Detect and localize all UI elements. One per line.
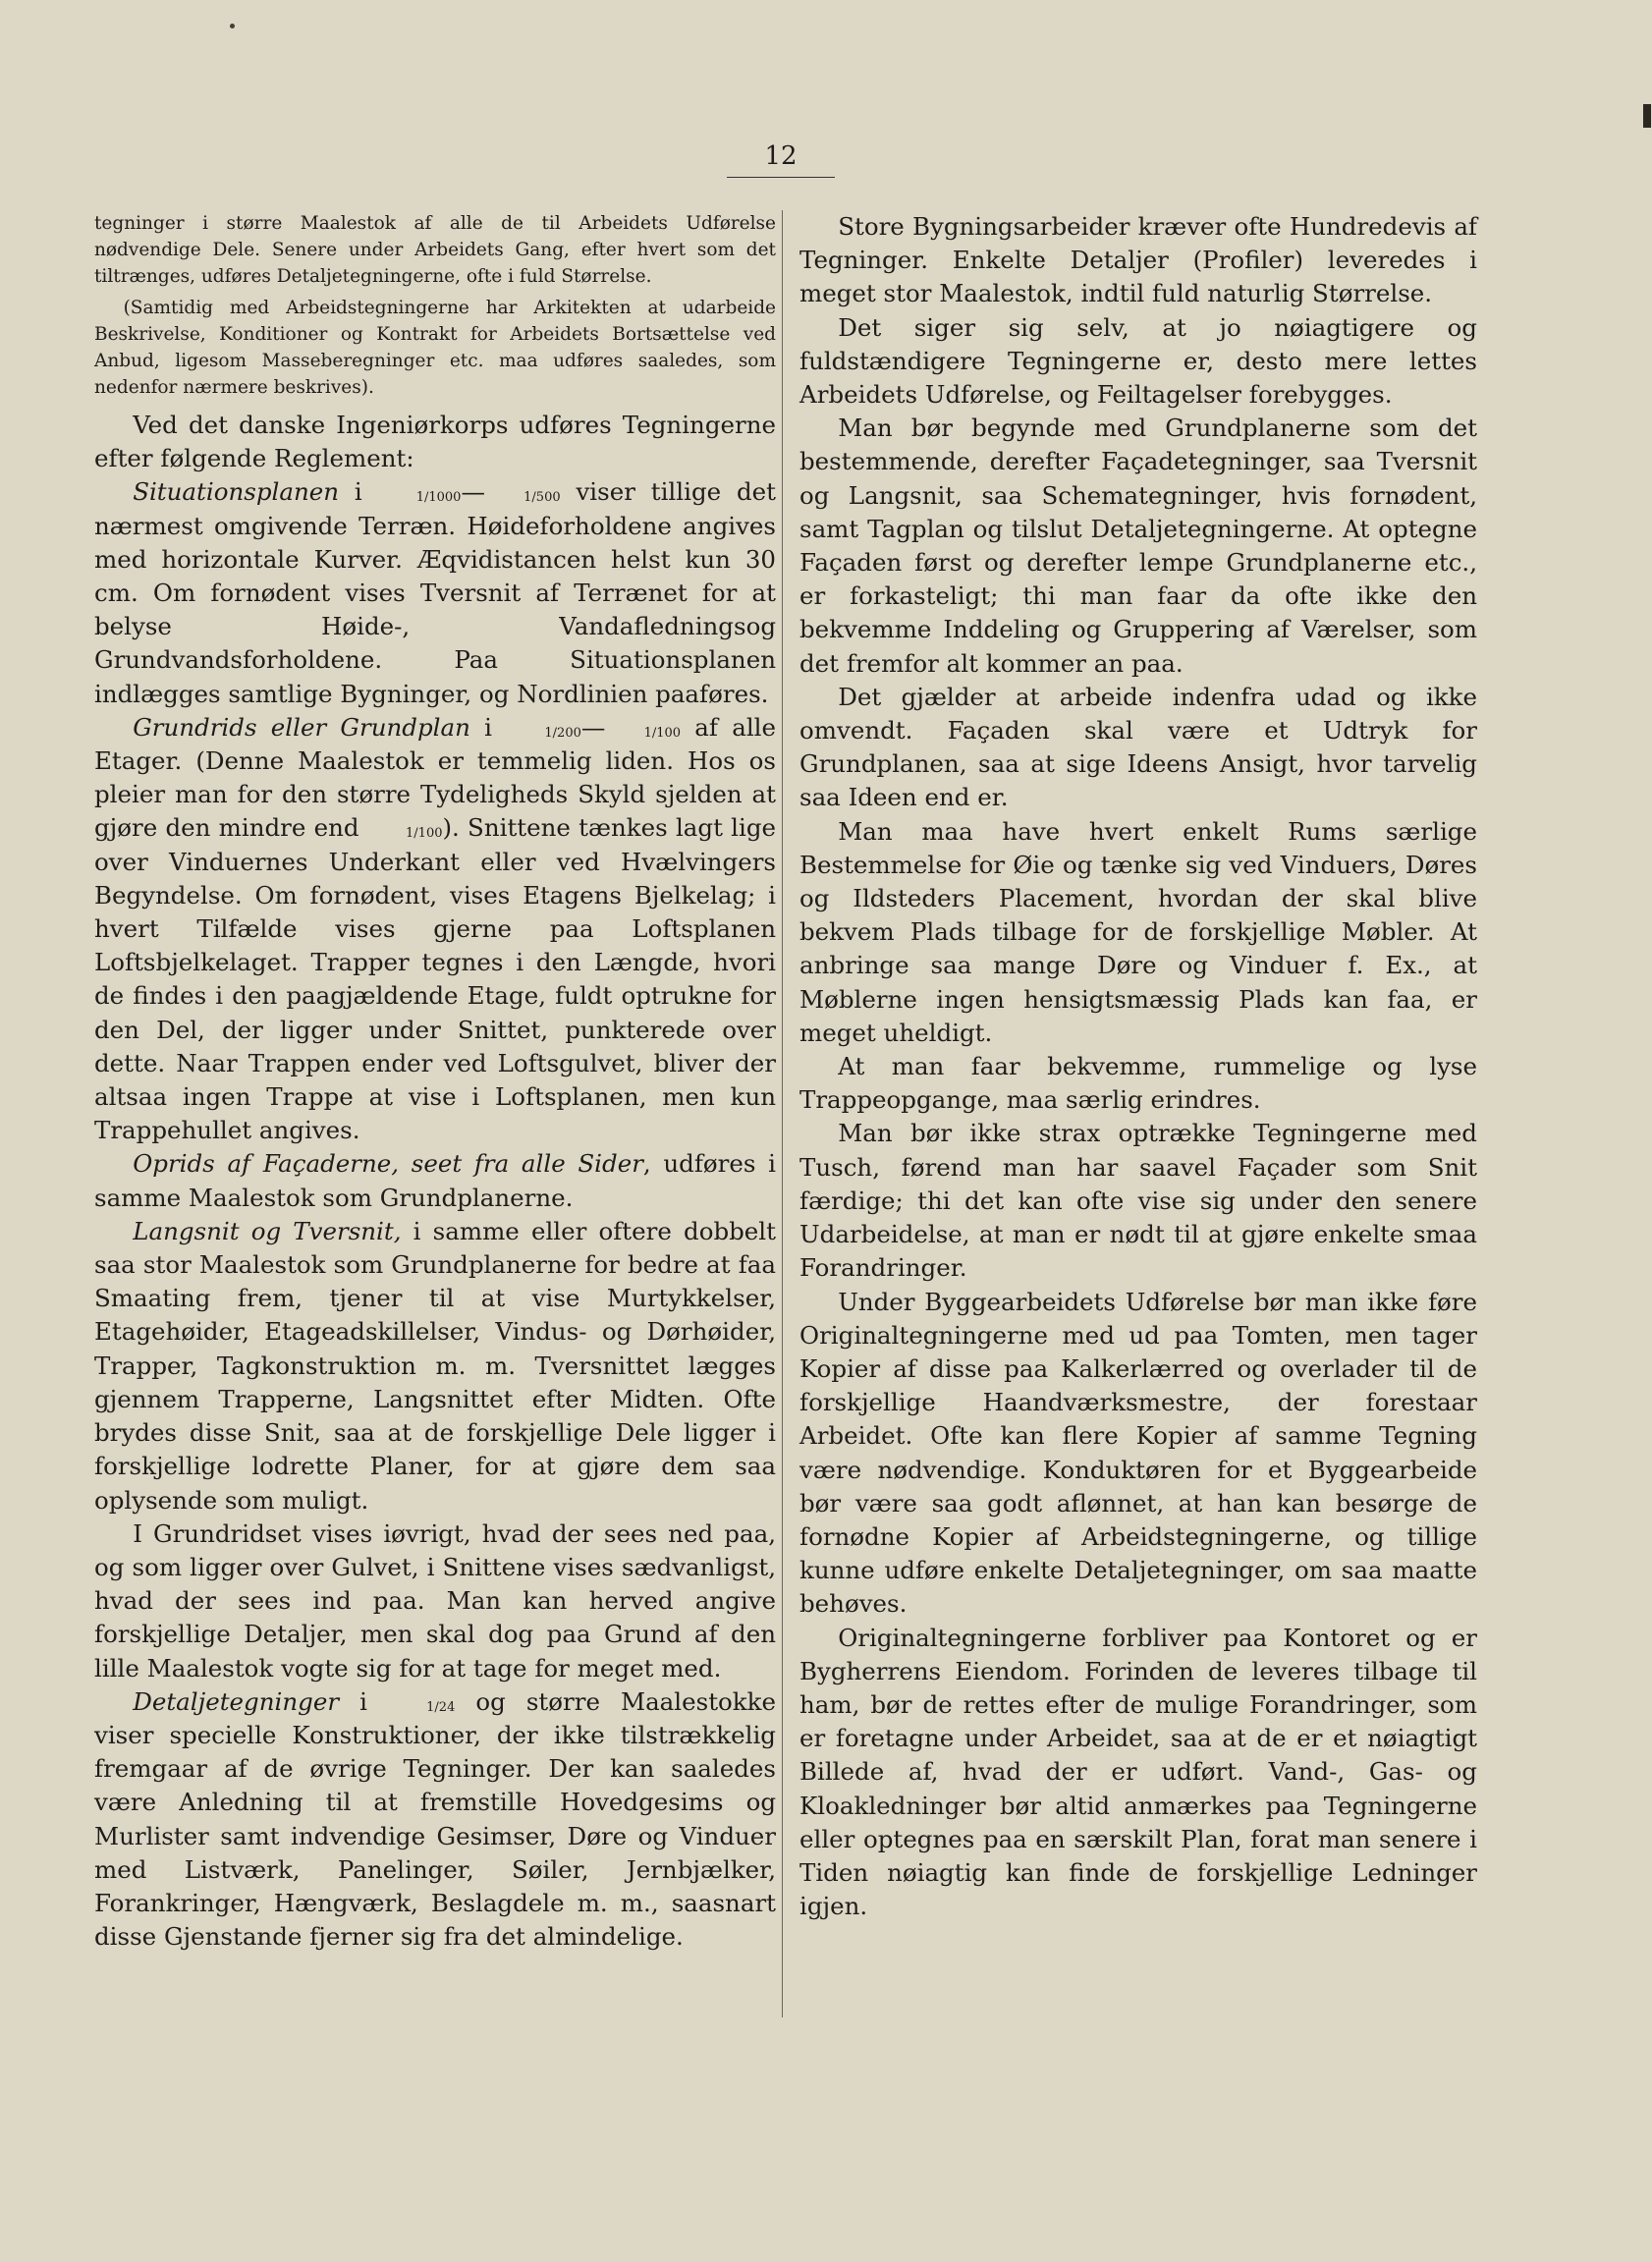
- term-situationsplan: Situationsplanen: [133, 477, 340, 507]
- small-paragraph: tegninger i større Maalestok af alle de til Arbeidets Udførelse nødvendige Dele. Senere under Arbeidets Gang, efter hvert som det tiltrænges, udføres Detaljetegningerne, ofte i fuld Størrelse.: [94, 213, 776, 287]
- detaljetegninger-paragraph: Detaljetegninger i 1/24 og større Maalestokke viser specielle Konstruktioner, der ikke tilstrækkelig fremgaar af de øvrige Tegninger. Der kan saaledes være Anledning til at fremstille Hovedgesims og Murlister samt indvendige Gesimser, Døre og Vinduer med Listværk, Panelinger, Søiler, Jernbjælker, Forankringer, Hængværk, Beslagdele m. m., saasnart disse Gjenstande fjerner sig fra det almindelige.: [94, 1686, 776, 1952]
- right-column: [799, 210, 1477, 1923]
- term-grundrids: Grundrids eller Grundplan: [133, 712, 470, 742]
- scale-fraction: 1/1000: [415, 490, 462, 506]
- paragraph: Man maa have hvert enkelt Rums særlige Bestemmelse for Øie og tænke sig ved Vinduers, Døres og Ildsteders Placement, hvordan der skal blive bekvem Plads tilbage for de forskjellige Møbler. At anbringe saa mange Døre og Vinduer f. Ex., at Møblerne ingen hensigtsmæssig Plads kan faa, er meget uheldigt.: [799, 816, 1477, 1047]
- langsnit-paragraph: Langsnit og Tversnit, i samme eller oftere dobbelt saa stor Maalestok som Grundplanerne for bedre at faa Smaating frem, tjener til at vise Murtykkelser, Etagehøider, Etageadskillelser, Vindus- og Dørhøider, Trapper, Tagkonstruktion m. m. Tversnittet lægges gjennem Trapperne, Langsnittet efter Midten. Ofte brydes disse Snit, saa at de forskjellige Dele ligger i forskjellige lodrette Planer, for at gjøre dem saa oplysende som muligt.: [94, 1216, 776, 1515]
- scale-fraction: 1/500: [523, 490, 561, 506]
- paragraph: Man bør ikke strax optrække Tegningerne med Tusch, førend man har saavel Façader som Snit færdige; thi det kan ofte vise sig under den senere Udarbeidelse, at man er nødt til at gjøre enkelte smaa Forandringer.: [799, 1119, 1477, 1283]
- term-langsnit: Langsnit og Tversnit,: [133, 1216, 402, 1245]
- paragraph: At man faar bekvemme, rummelige og lyse Trappeopgange, maa særlig erindres.: [799, 1052, 1477, 1115]
- specks: [230, 24, 235, 28]
- paragraph: Det siger sig selv, at jo nøiagtigere og fuldstændigere Tegningerne er, desto mere lettes Arbeidets Udførelse, og Feiltagelser forebygges.: [799, 312, 1477, 410]
- term-oprids: Oprids af Façaderne, seet fra alle Sider: [133, 1149, 643, 1179]
- page-number: 12: [727, 141, 835, 178]
- small-paragraph: (Samtidig med Arbeidstegningerne har Arkitekten at udarbeide Beskrivelse, Konditioner og Kontrakt for Arbeidets Bortsættelse ved Anbud, ligesom Masseberegninger etc. maa udføres saaledes, som nedenfor nærmere beskrives).: [94, 298, 776, 398]
- paragraph: Under Byggearbeidets Udførelse bør man ikke føre Originaltegningerne med ud paa Tomten, men tager Kopier af disse paa Kalkerlærred og overlader til de forskjellige Haandværksmestre, der forestaar Arbeidet. Ofte kan flere Kopier af samme Tegning være nødvendige. Konduktøren for et Byggearbeide bør være saa godt aflønnet, at han kan besørge de fornødne Kopier af Arbeidstegningerne, og tillige kunne udføre enkelte Detaljetegninger, om saa maatte behøves.: [799, 1287, 1477, 1619]
- term-detaljetegninger: Detaljetegninger: [133, 1686, 340, 1716]
- scale-fraction: 1/24: [426, 1699, 456, 1715]
- edge-mark: [1643, 104, 1651, 128]
- paragraph: Originaltegningerne forbliver paa Kontoret og er Bygherrens Eiendom. Forinden de leveres tilbage til ham, bør de rettes efter de mulige Forandringer, som er foretagne under Arbeidet, saa at de er et nøiagtigt Billede af, hvad der er udført. Vand-, Gas- og Kloakledninger bør altid anmærkes paa Tegningerne eller optegnes paa en særskilt Plan, forat man senere i Tiden nøiagtig kan finde de forskjellige Ledninger igjen.: [799, 1623, 1477, 1921]
- column-divider: [782, 210, 783, 2017]
- left-column: [94, 210, 776, 1954]
- oprids-paragraph: Oprids af Façaderne, seet fra alle Sider, udføres i samme Maalestok som Grundplanerne.: [94, 1149, 776, 1212]
- scale-fraction: 1/200: [544, 725, 581, 741]
- situationsplan-paragraph: Situationsplanen i 1/1000— 1/500 viser tillige det nærmest omgivende Terræn. Høideforholdene angives med horizontale Kurver. Æqvidistancen helst kun 30 cm. Om fornødent vises Tversnit af Terrænet for at belyse Høide-, Vandafledningsog Grundvandsforholdene. Paa Situationsplanen indlægges samtlige Bygninger, og Nordlinien paaføres.: [94, 477, 776, 708]
- grundrids-paragraph: Grundrids eller Grundplan i 1/200— 1/100 af alle Etager. (Denne Maalestok er temmelig liden. Hos os pleier man for den større Tydeligheds Skyld sjelden at gjøre den mindre end 1/100). Snittene tænkes lagt lige over Vinduernes Underkant eller ved Hvælvingers Begyndelse. Om fornødent, vises Etagens Bjelkelag; i hvert Tilfælde vises gjerne paa Loftsplanen Loftsbjelkelaget. Trapper tegnes i den Længde, hvori de findes i den paagjældende Etage, fuldt optrukne for den Del, der ligger under Snittet, punkterede over dette. Naar Trappen ender ved Loftsgulvet, bliver der altsaa ingen Trappe at vise i Loftsplanen, men kun Trappehullet angives.: [94, 712, 777, 1145]
- scale-fraction: 1/100: [643, 725, 682, 741]
- scale-fraction: 1/100: [406, 826, 443, 842]
- paragraph: Man bør begynde med Grundplanerne som det bestemmende, derefter Façadetegninger, saa Tversnit og Langsnit, saa Schemategninger, hvis fornødent, samt Tagplan og tilslut Detaljetegningerne. At optegne Façaden først og derefter lempe Grundplanerne etc., er forkasteligt; thi man faar da ofte ikke den bekvemme Inddeling og Gruppering af Værelser, som det fremfor alt kommer an paa.: [799, 414, 1477, 678]
- paragraph: Store Bygningsarbeider kræver ofte Hundredevis af Tegninger. Enkelte Detaljer (Profiler) leveredes i meget stor Maalestok, indtil fuld naturlig Størrelse.: [799, 212, 1477, 308]
- intro-paragraph: Ved det danske Ingeniørkorps udføres Tegningerne efter følgende Reglement:: [94, 411, 776, 473]
- paragraph: Det gjælder at arbeide indenfra udad og ikke omvendt. Façaden skal være et Udtryk for Grundplanen, saa at sige Ideens Ansigt, hvor tarvelig saa Ideen end er.: [799, 682, 1477, 812]
- grundrids-detail-paragraph: I Grundridset vises iøvrigt, hvad der sees ned paa, og som ligger over Gulvet, i Snittene vises sædvanligst, hvad der sees ind paa. Man kan herved angive forskjellige Detaljer, men skal dog paa Grund af den lille Maalestok vogte sig for at tage for meget med.: [94, 1518, 776, 1683]
